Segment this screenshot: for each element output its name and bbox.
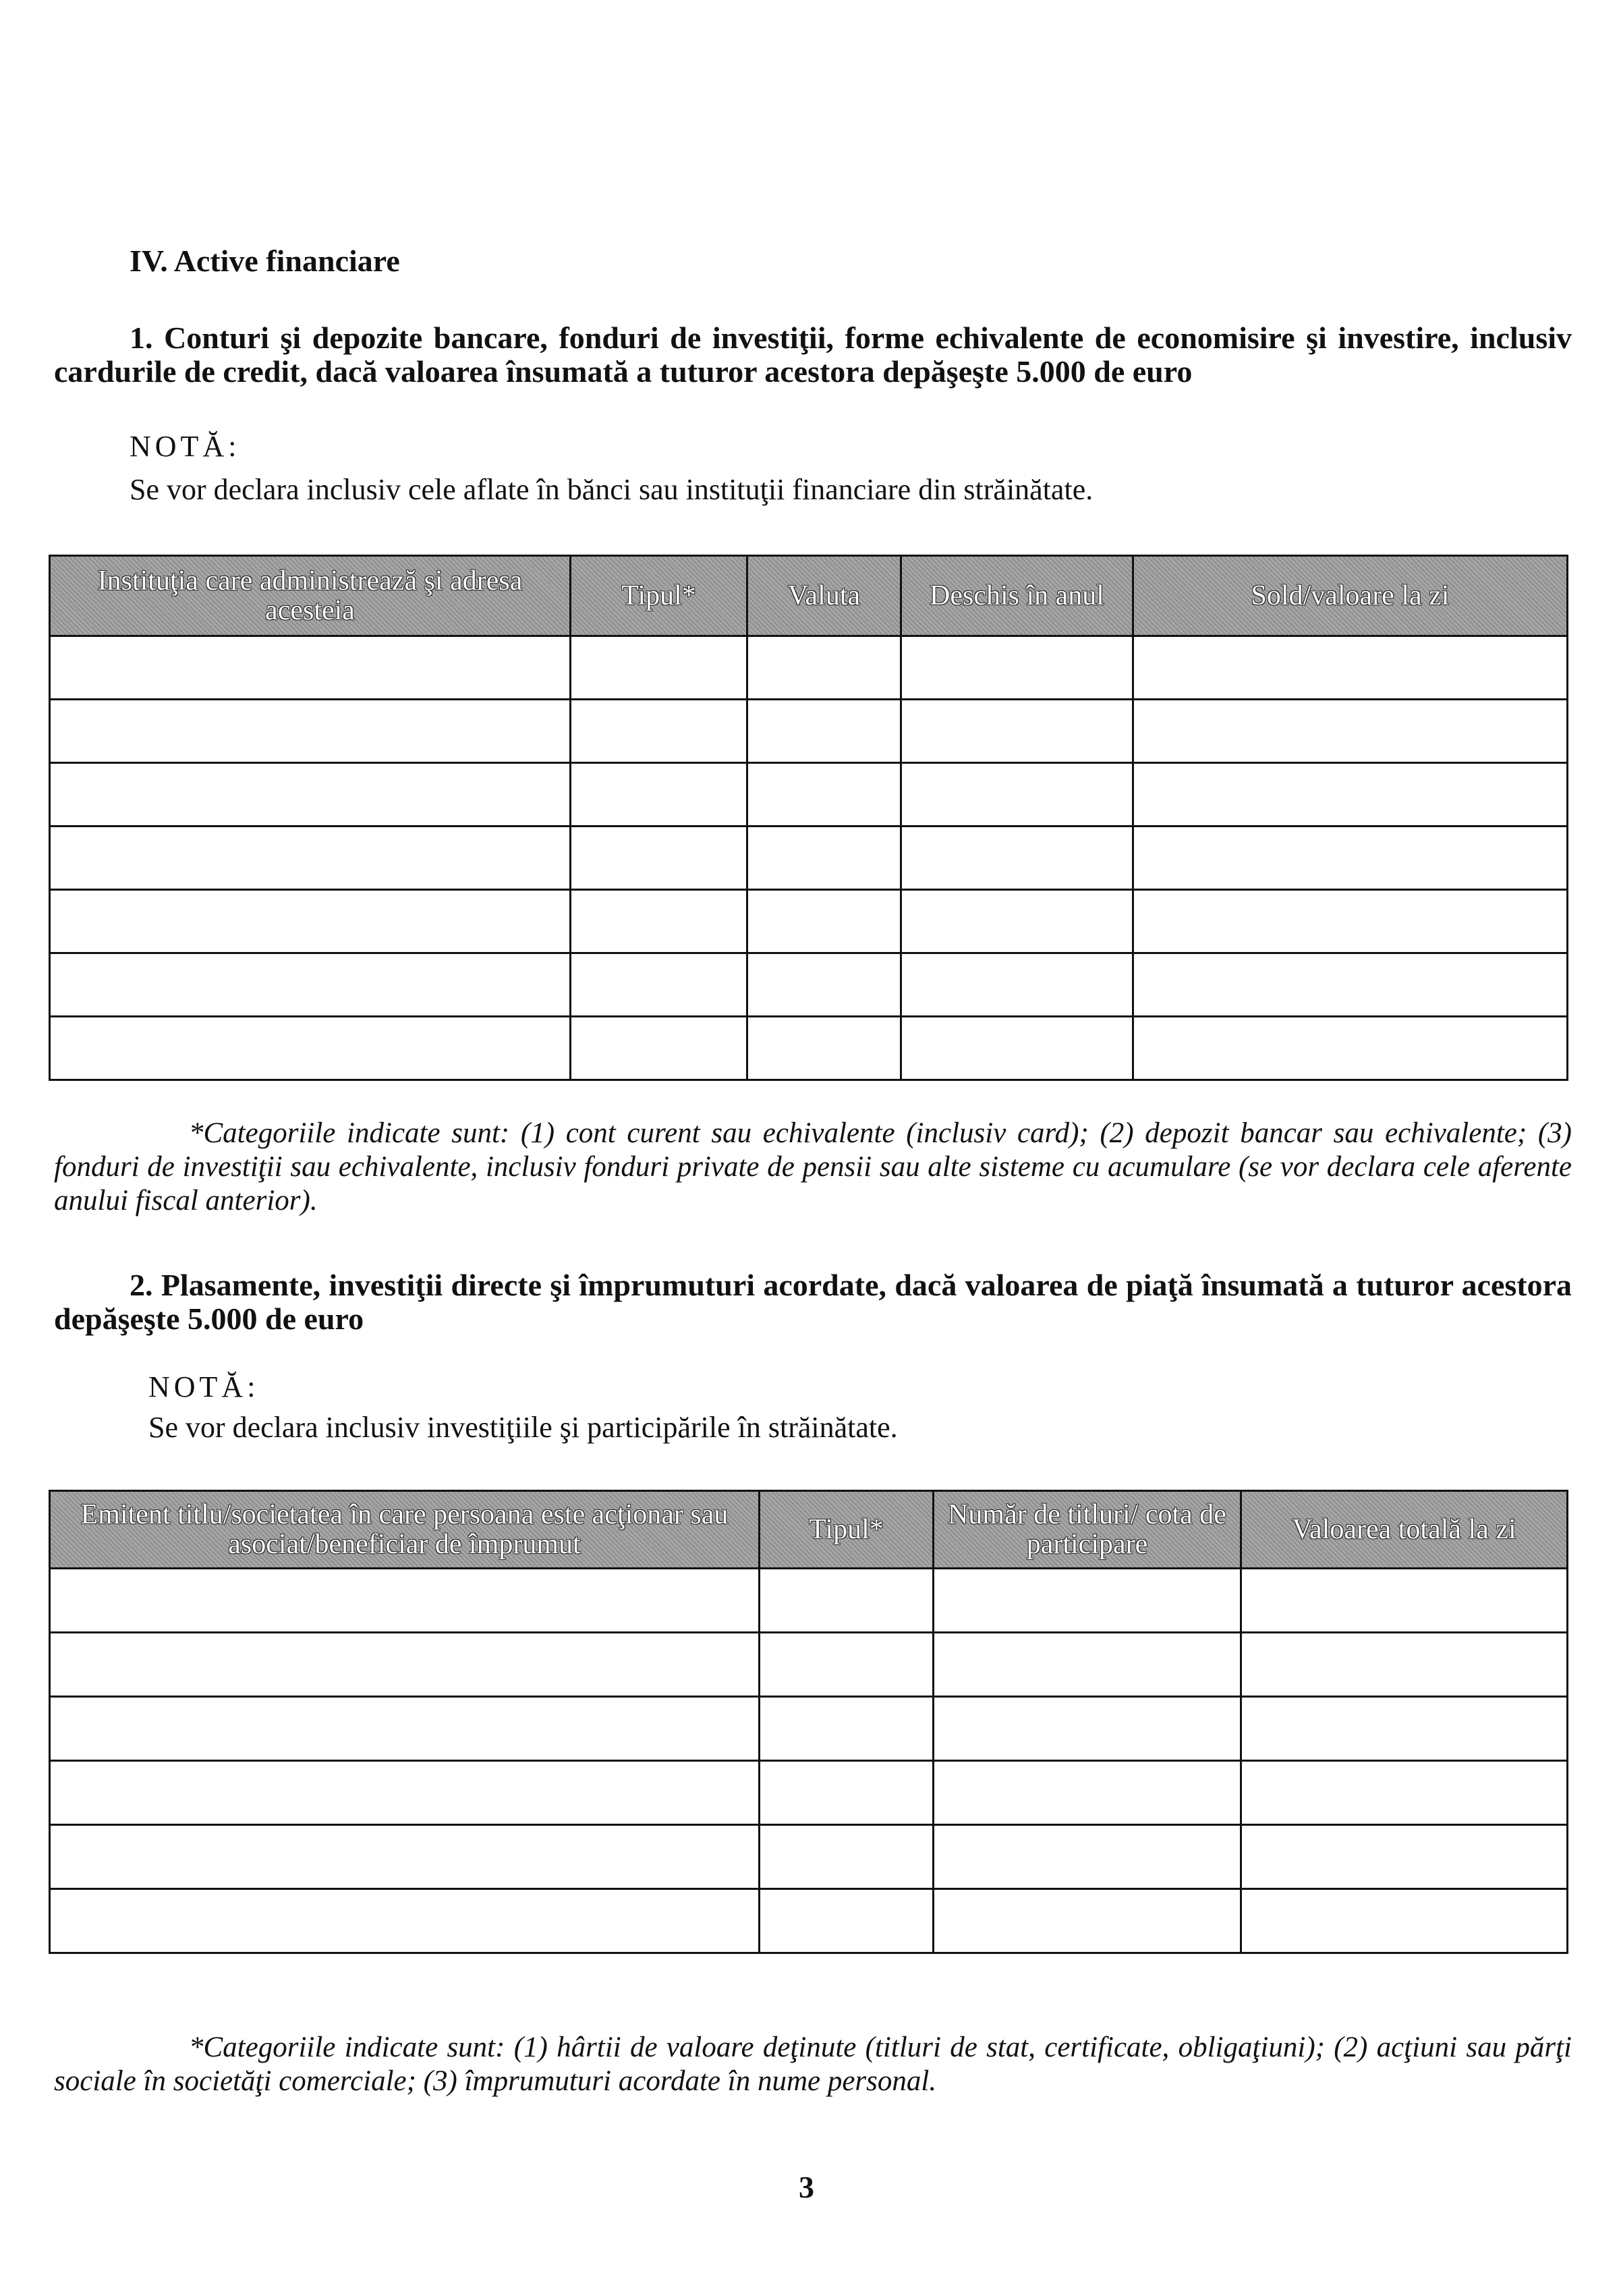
section-2-nota-label: NOTĂ: [148,1370,260,1403]
table-cell[interactable] [1133,827,1568,890]
table-header-row [50,1491,1568,1569]
table-cell[interactable] [571,1017,747,1080]
table-row [50,890,1568,953]
section-1-number: 1. [130,320,153,355]
table-row [50,1697,1568,1761]
table-cell[interactable] [50,700,571,763]
table-cell[interactable] [571,700,747,763]
table-row [50,1825,1568,1889]
table-cell[interactable] [760,1633,934,1697]
table-cell[interactable] [571,763,747,827]
table-row [50,1761,1568,1825]
table-cell[interactable] [747,953,901,1017]
table-cell[interactable] [50,1825,760,1889]
table-cell[interactable] [1241,1633,1568,1697]
table-cell[interactable] [901,1017,1133,1080]
table-cell[interactable] [50,953,571,1017]
table-cell[interactable] [1241,1825,1568,1889]
table-cell[interactable] [1133,1017,1568,1080]
table-cell[interactable] [934,1697,1241,1761]
table-cell[interactable] [760,1697,934,1761]
header-opened-year: Deschis în anul [901,556,1133,636]
header-type: Tipul* [571,556,747,636]
section-1-footnote [54,1117,1572,1218]
table-cell[interactable] [934,1761,1241,1825]
table-cell[interactable] [50,1761,760,1825]
section-1-nota-text: Se vor declara inclusiv cele aflate în bănci sau instituţii financiare din străinătate. [130,473,1093,506]
table-cell[interactable] [747,827,901,890]
header-total-value: Valoarea totală la zi [1241,1491,1568,1569]
section-2-number: 2. [130,1268,153,1302]
header-share-count: Număr de titluri/ cota de participare [934,1491,1241,1569]
table-cell[interactable] [747,700,901,763]
table-cell[interactable] [50,827,571,890]
table-cell[interactable] [901,953,1133,1017]
table-cell[interactable] [901,636,1133,700]
table-cell[interactable] [571,827,747,890]
header-institution: Instituţia care administrează şi adresa acesteia [50,556,571,636]
table-row [50,953,1568,1017]
section-1-heading [54,321,1572,389]
table-row [50,763,1568,827]
table-cell[interactable] [1241,1569,1568,1633]
table-cell[interactable] [50,1889,760,1953]
table-cell[interactable] [50,1569,760,1633]
section-1-heading-text: Conturi şi depozite bancare, fonduri de investiţii, forme echivalente de economisire şi investire, inclusiv cardurile de credit, dacă valoarea însumată a tuturor acestora depăşeşte 5.000 de euro [54,320,1572,389]
table-cell[interactable] [934,1569,1241,1633]
table-header-row [50,556,1568,636]
header-type: Tipul* [760,1491,934,1569]
table-cell[interactable] [1133,636,1568,700]
section-1-footnote-text: *Categoriile indicate sunt: (1) cont curent sau echivalente (inclusiv card); (2) depozit bancar sau echivalente; (3) fonduri de investiţii sau echivalente, inclusiv fonduri private de pensii sau alte sisteme cu acumulare (se vor declara cele aferente anului fiscal anterior). [54,1117,1572,1216]
table-cell[interactable] [1241,1697,1568,1761]
table-cell[interactable] [50,763,571,827]
table-cell[interactable] [50,636,571,700]
table-cell[interactable] [934,1889,1241,1953]
investments-table [49,1490,1568,1954]
section-2-heading [54,1268,1572,1336]
section-title: IV. Active financiare [130,244,400,278]
table-cell[interactable] [901,827,1133,890]
table-cell[interactable] [934,1633,1241,1697]
page-number: 3 [799,2170,814,2204]
table-cell[interactable] [1133,763,1568,827]
section-2-heading-text: Plasamente, investiţii directe şi împrumuturi acordate, dacă valoarea de piaţă însumată a tuturor acestora depăşeşte 5.000 de euro [54,1268,1572,1336]
table-cell[interactable] [934,1825,1241,1889]
table-cell[interactable] [760,1761,934,1825]
table-cell[interactable] [747,1017,901,1080]
table-row [50,827,1568,890]
table-cell[interactable] [1241,1761,1568,1825]
section-1-nota-label: NOTĂ: [130,430,241,463]
header-currency: Valuta [747,556,901,636]
table-cell[interactable] [50,1017,571,1080]
table-cell[interactable] [901,700,1133,763]
header-issuer: Emitent titlu/societatea în care persoana este acţionar sau asociat/beneficiar de împrumut [50,1491,760,1569]
table-cell[interactable] [760,1889,934,1953]
financial-accounts-table [49,555,1568,1081]
table-cell[interactable] [50,1633,760,1697]
table-cell[interactable] [571,636,747,700]
table-row [50,1633,1568,1697]
table-row [50,636,1568,700]
table-row [50,1889,1568,1953]
table-cell[interactable] [571,890,747,953]
table-cell[interactable] [50,1697,760,1761]
section-2-footnote [54,2031,1572,2098]
table-row [50,1017,1568,1080]
section-2-nota-text: Se vor declara inclusiv investiţiile şi participările în străinătate. [148,1411,898,1444]
table-cell[interactable] [747,636,901,700]
table-cell[interactable] [760,1825,934,1889]
section-2-footnote-text: *Categoriile indicate sunt: (1) hârtii de valoare deţinute (titluri de stat, certificate, obligaţiuni); (2) acţiuni sau părţi sociale în societăţi comerciale; (3) împrumuturi acordate în nume personal. [54,2032,1572,2097]
table-cell[interactable] [1133,953,1568,1017]
table-cell[interactable] [571,953,747,1017]
table-cell[interactable] [1241,1889,1568,1953]
table-cell[interactable] [747,890,901,953]
header-balance: Sold/valoare la zi [1133,556,1568,636]
table-cell[interactable] [901,890,1133,953]
table-cell[interactable] [1133,890,1568,953]
table-cell[interactable] [901,763,1133,827]
table-cell[interactable] [1133,700,1568,763]
table-cell[interactable] [747,763,901,827]
table-row [50,1569,1568,1633]
table-row [50,700,1568,763]
table-cell[interactable] [760,1569,934,1633]
table-cell[interactable] [50,890,571,953]
